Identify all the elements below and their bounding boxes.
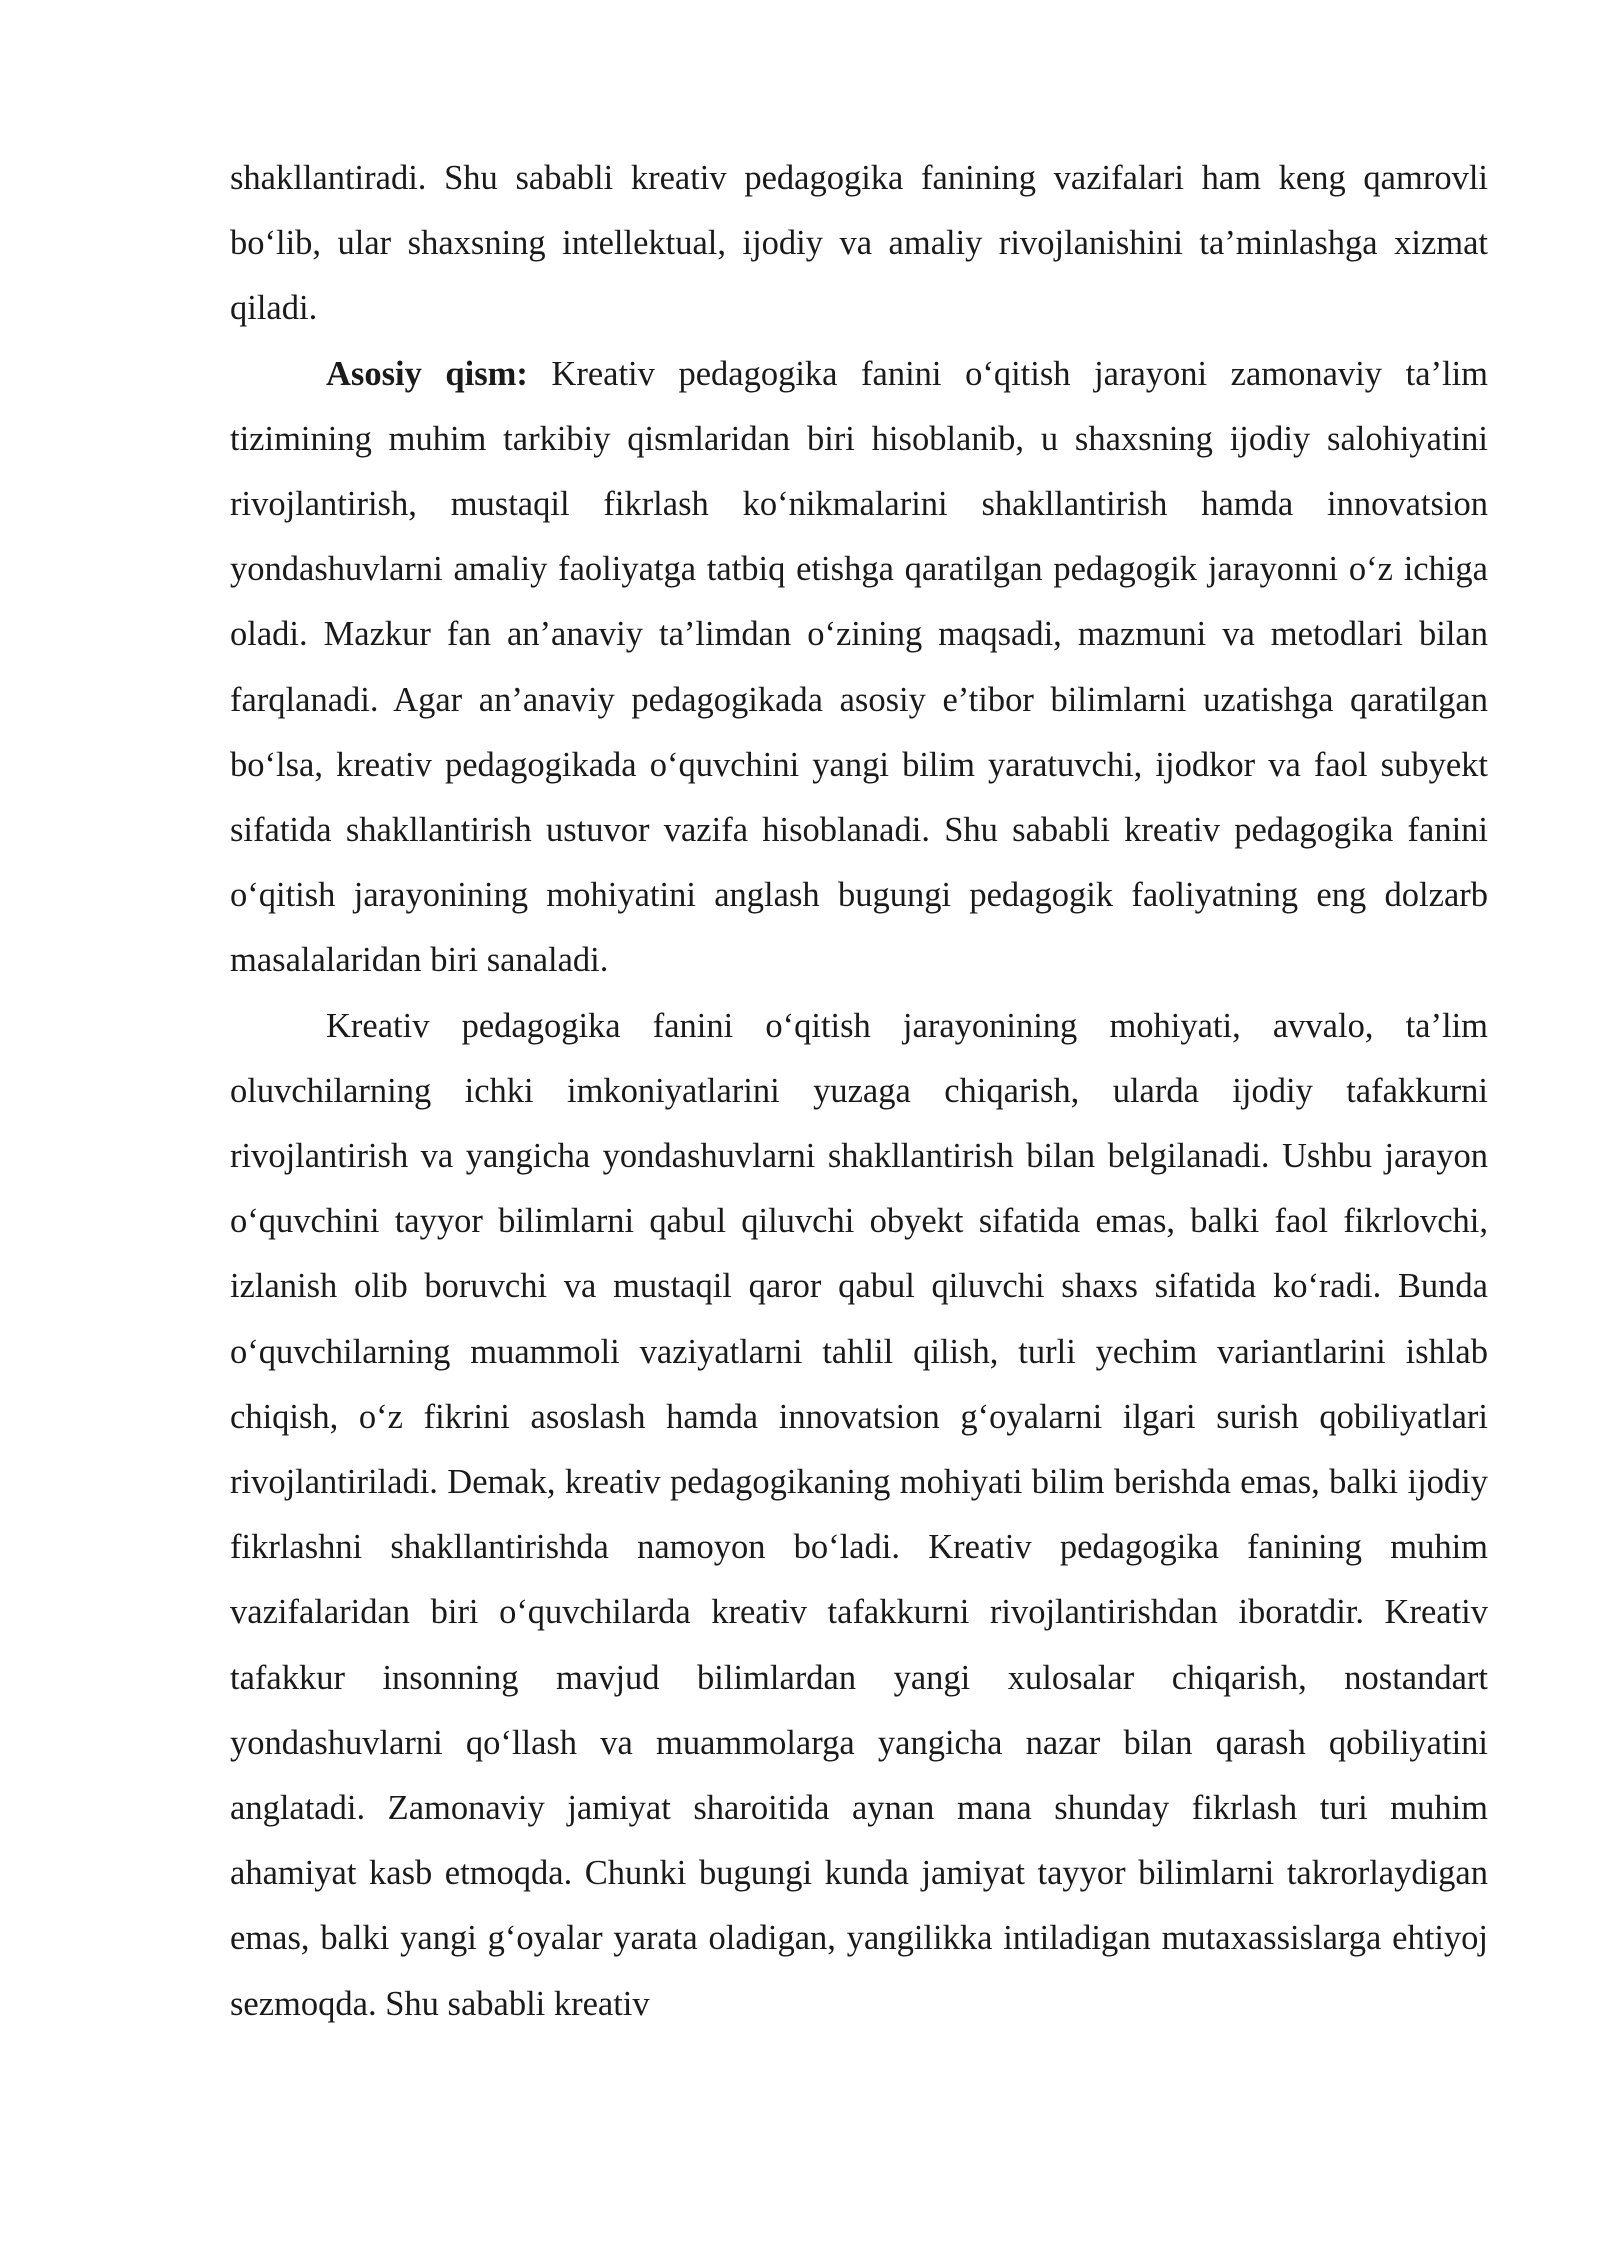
paragraph-2 [230,342,1488,994]
paragraph-1: shakllantiradi. Shu sababli kreativ pedagogika fanining vazifalari ham keng qamrovli bo‘lib, ular shaxsning intellektual, ijodiy va amaliy rivojlanishini ta’minlashga xizmat qiladi. [230,159,1488,328]
paragraph-3: Kreativ pedagogika fanini o‘qitish jarayonining mohiyati, avvalo, ta’lim oluvchilarning ichki imkoniyatlarini yuzaga chiqarish, ularda ijodiy tafakkurni rivojlantirish va yangicha yondashuvlarni shakllantirish bilan belgilanadi. Ushbu jarayon o‘quvchini tayyor bilimlarni qabul qiluvchi obyekt sifatida emas, balki faol fikrlovchi, izlanish olib boruvchi va mustaqil qaror qabul qiluvchi shaxs sifatida ko‘radi. Bunda o‘quvchilarning muammoli vaziyatlarni tahlil qilish, turli yechim variantlarini ishlab chiqish, o‘z fikrini asoslash hamda innovatsion g‘oyalarni ilgari surish qobiliyatlari rivojlantiriladi. Demak, kreativ pedagogikaning mohiyati bilim berishda emas, balki ijodiy fikrlashni shakllantirishda namoyon bo‘ladi. Kreativ pedagogika fanining muhim vazifalaridan biri o‘quvchilarda kreativ tafakkurni rivojlantirishdan iboratdir. Kreativ tafakkur insonning mavjud bilimlardan yangi xulosalar chiqarish, nostandart yondashuvlarni qo‘llash va muammolarga yangicha nazar bilan qarash qobiliyatini anglatadi. Zamonaviy jamiyat sharoitida aynan mana shunday fikrlash turi muhim ahamiyat kasb etmoqda. Chunki bugungi kunda jamiyat tayyor bilimlarni takrorlaydigan emas, balki yangi g‘oyalar yarata oladigan, yangilikka intiladigan mutaxassislarga ehtiyoj sezmoqda. Shu sababli kreativ [230,1006,1488,2023]
paragraph-2-text: Kreativ pedagogika fanini o‘qitish jarayoni zamonaviy ta’lim tizimining muhim tarkibiy qismlaridan biri hisoblanib, u shaxsning ijodiy salohiyatini rivojlantirish, mustaqil fikrlash ko‘nikmalarini shakllantirish hamda innovatsion yondashuvlarni amaliy faoliyatga tatbiq etishga qaratilgan pedagogik jarayonni o‘z ichiga oladi. Mazkur fan an’anaviy ta’limdan o‘zining maqsadi, mazmuni va metodlari bilan farqlanadi. Agar an’anaviy pedagogikada asosiy e’tibor bilimlarni uzatishga qaratilgan bo‘lsa, kreativ pedagogikada o‘quvchini yangi bilim yaratuvchi, ijodkor va faol subyekt sifatida shakllantirish ustuvor vazifa hisoblanadi. Shu sababli kreativ pedagogika fanini o‘qitish jarayonining mohiyatini anglash bugungi pedagogik faoliyatning eng dolzarb masalalaridan biri sanaladi. [230,354,1489,980]
body-text [230,146,1488,2037]
section-heading: Asosiy qism: [326,354,528,393]
